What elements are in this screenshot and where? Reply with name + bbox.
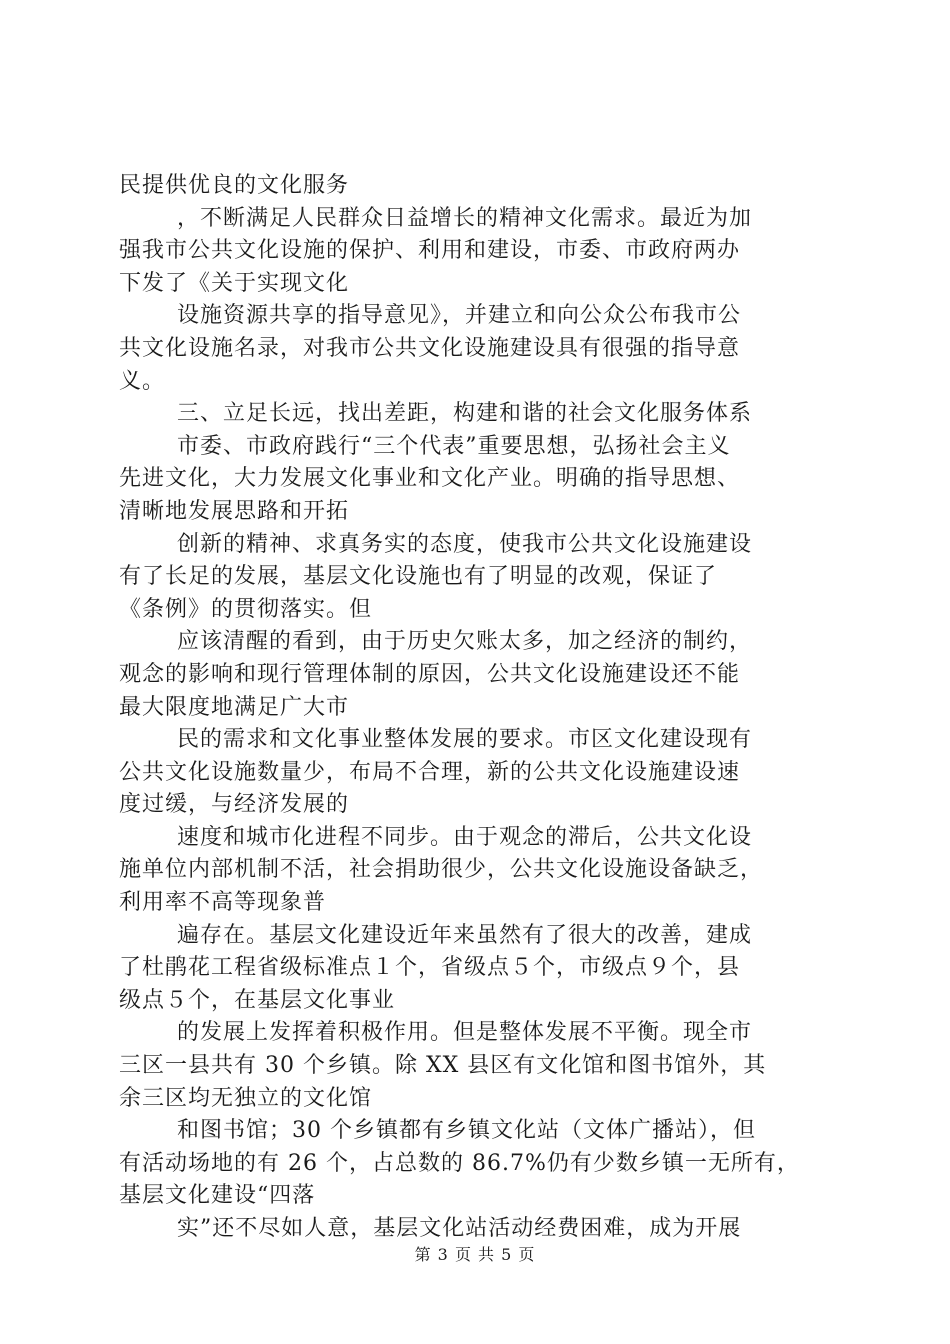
text-line: 下发了《关于实现文化 bbox=[119, 270, 350, 296]
text-line: 公共文化设施数量少，布局不合理，新的公共文化设施建设速 bbox=[119, 759, 741, 785]
text-line: 民提供优良的文化服务 bbox=[119, 173, 350, 198]
text-line: 的发展上发挥着积极作用。但是整体发展不平衡。现全市 bbox=[177, 1020, 753, 1046]
text-line: 先进文化，大力发展文化事业和文化产业。明确的指导思想、 bbox=[119, 466, 741, 492]
text-line: 遍存在。基层文化建设近年来虽然有了很大的改善，建成 bbox=[177, 922, 753, 948]
text-line: 强我市公共文化设施的保护、利用和建设，市委、市政府两办 bbox=[119, 238, 741, 264]
text-line: 级点５个，在基层文化事业 bbox=[119, 987, 396, 1013]
text-line: 有活动场地的有 26 个，占总数的 86.7%仍有少数乡镇一无所有， bbox=[119, 1150, 800, 1176]
text-line: 了杜鹃花工程省级标准点１个，省级点５个，市级点９个，县 bbox=[119, 955, 741, 981]
text-line: 清晰地发展思路和开拓 bbox=[119, 498, 350, 524]
text-line: 义。 bbox=[119, 368, 166, 394]
text-line: 共文化设施名录，对我市公共文化设施建设具有很强的指导意 bbox=[119, 335, 741, 361]
text-line: 最大限度地满足广大市 bbox=[119, 694, 350, 720]
text-line: 《条例》的贯彻落实。但 bbox=[119, 596, 373, 622]
text-line: 民的需求和文化事业整体发展的要求。市区文化建设现有 bbox=[177, 727, 753, 753]
page-footer: 第 3 页 共 5 页 bbox=[414, 1245, 536, 1264]
text-line: 三区一县共有 30 个乡镇。除 XX 县区有文化馆和图书馆外，其 bbox=[119, 1053, 767, 1079]
text-line: ，不断满足人民群众日益增长的精神文化需求。最近为加 bbox=[177, 205, 753, 231]
text-line: 设施资源共享的指导意见》，并建立和向公众公布我市公 bbox=[177, 303, 742, 329]
text-line: 三、立足长远，找出差距，构建和谐的社会文化服务体系 bbox=[177, 401, 753, 427]
text-line: 施单位内部机制不活，社会捐助很少，公共文化设施设备缺乏， bbox=[119, 857, 764, 883]
text-line: 度过缓，与经济发展的 bbox=[119, 792, 350, 818]
text-line: 实”还不尽如人意，基层文化站活动经费困难，成为开展 bbox=[177, 1216, 742, 1241]
text-line: 有了长足的发展，基层文化设施也有了明显的改观，保证了 bbox=[119, 564, 718, 590]
text-line: 基层文化建设“四落 bbox=[119, 1183, 316, 1209]
body-text bbox=[119, 170, 839, 1246]
text-line: 应该清醒的看到，由于历史欠账太多，加之经济的制约， bbox=[177, 629, 753, 655]
text-line: 市委、市政府践行“三个代表”重要思想，弘扬社会主义 bbox=[177, 433, 731, 459]
text-line: 余三区均无独立的文化馆 bbox=[119, 1085, 373, 1111]
text-line: 和图书馆；30 个乡镇都有乡镇文化站（文体广播站），但 bbox=[177, 1118, 756, 1144]
text-line: 利用率不高等现象普 bbox=[119, 890, 327, 916]
text-line: 创新的精神、求真务实的态度，使我市公共文化设施建设 bbox=[177, 531, 753, 557]
text-line: 观念的影响和现行管理体制的原因，公共文化设施建设还不能 bbox=[119, 661, 741, 687]
text-line: 速度和城市化进程不同步。由于观念的滞后，公共文化设 bbox=[177, 824, 753, 850]
